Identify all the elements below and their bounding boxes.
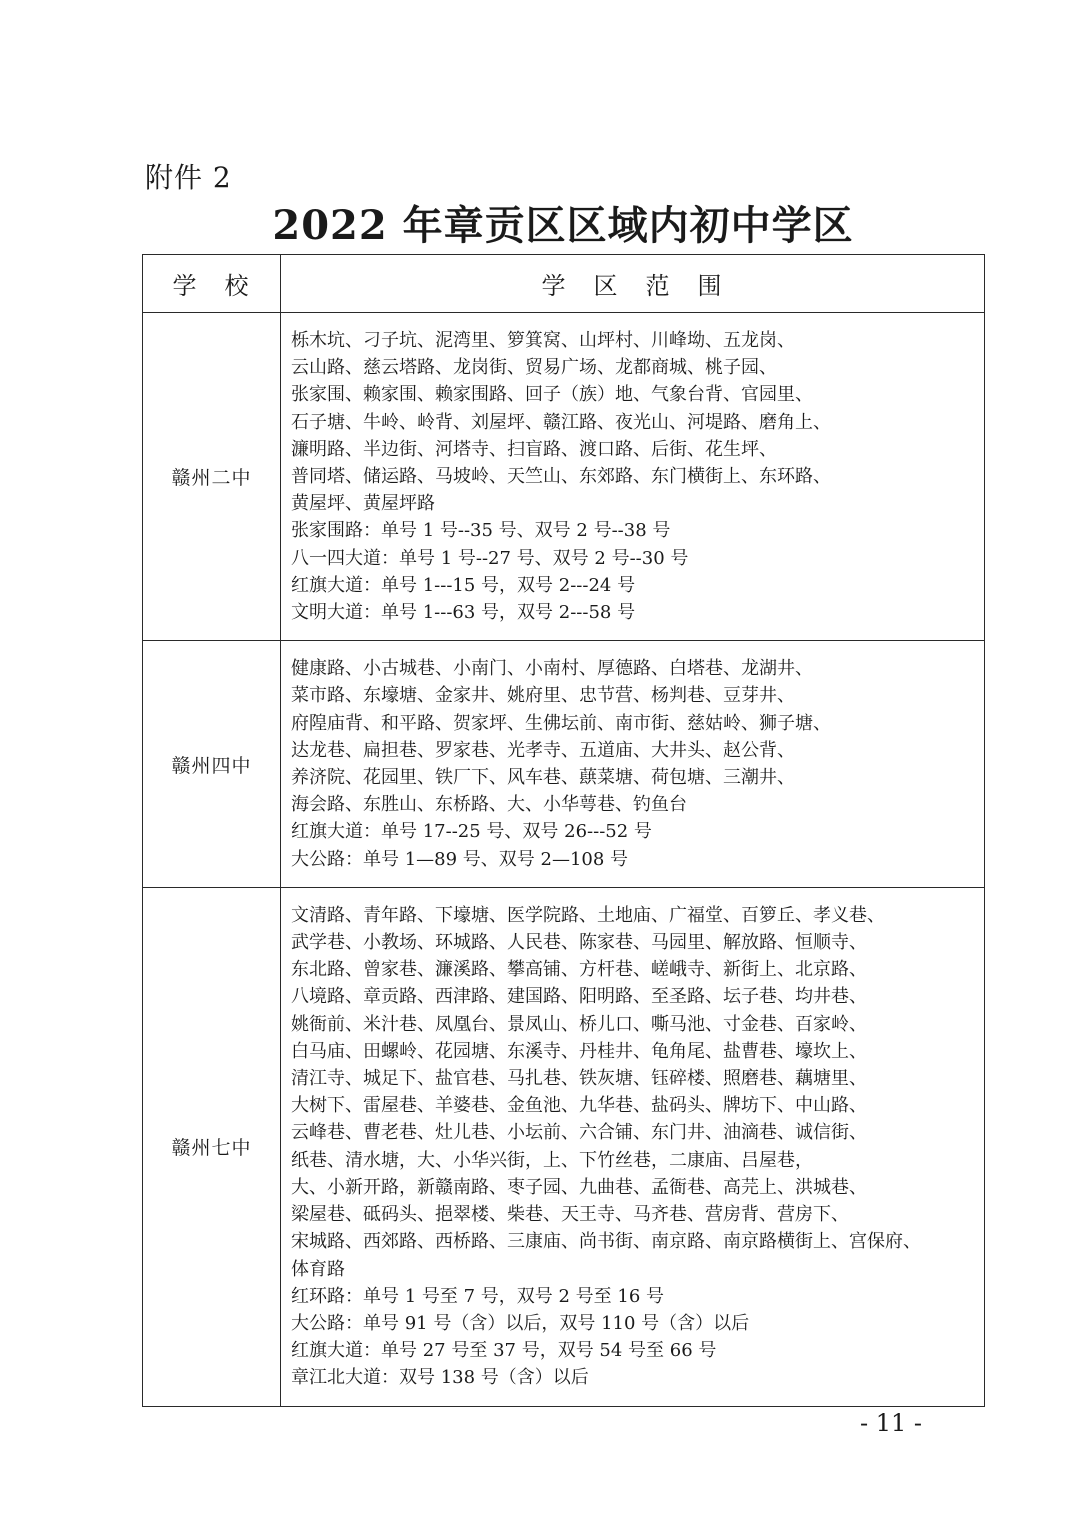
district-range-line: 红旗大道：单号 17--25 号、双号 26---52 号	[291, 821, 652, 843]
district-range-line: 黄屋坪、黄屋坪路	[291, 493, 435, 515]
district-range-line: 大公路：单号 1—89 号、双号 2—108 号	[291, 848, 629, 870]
page-number: - 11 -	[860, 1409, 923, 1437]
district-range-line: 宋城路、西郊路、西桥路、三康庙、尚书街、南京路、南京路横街上、宫保府、	[291, 1231, 921, 1253]
attachment-label: 附件 2	[145, 161, 232, 194]
district-range-line: 养济院、花园里、铁厂下、风车巷、蕻菜塘、荷包塘、三潮井、	[291, 767, 795, 789]
district-range-line: 健康路、小古城巷、小南门、小南村、厚德路、白塔巷、龙湖井、	[291, 658, 813, 680]
district-range-line: 濂明路、半边街、河塔寺、扫盲路、渡口路、后街、花生坪、	[291, 438, 777, 460]
district-range-line: 红环路：单号 1 号至 7 号，双号 2 号至 16 号	[291, 1285, 665, 1307]
district-range-line: 八一四大道：单号 1 号--27 号、双号 2 号--30 号	[291, 547, 689, 569]
document-title: 2022 年章贡区区域内初中学区	[272, 202, 854, 249]
school-district-table	[142, 254, 985, 1407]
header-district-range: 学 区 范 围	[281, 255, 985, 313]
table-row	[143, 641, 985, 888]
school-name-cell: 赣州七中	[143, 887, 281, 1406]
district-range-line: 梁屋巷、砥码头、挹翠楼、柴巷、天王寺、马齐巷、营房背、营房下、	[291, 1204, 849, 1226]
district-range-line: 府隍庙背、和平路、贺家坪、生佛坛前、南市街、慈姑岭、狮子塘、	[291, 712, 831, 734]
district-range-line: 大树下、雷屋巷、羊婆巷、金鱼池、九华巷、盐码头、牌坊下、中山路、	[291, 1095, 867, 1117]
district-range-line: 清江寺、城足下、盐官巷、马扎巷、铁灰塘、钰碎楼、照磨巷、藕塘里、	[291, 1068, 867, 1090]
district-range-cell	[281, 641, 985, 888]
district-range-line: 云山路、慈云塔路、龙岗街、贸易广场、龙都商城、桃子园、	[291, 357, 777, 379]
district-range-line: 菜市路、东壕塘、金家井、姚府里、忠节营、杨判巷、豆芽井、	[291, 685, 795, 707]
district-range-line: 纸巷、清水塘，大、小华兴街，上、下竹丝巷，二康庙、吕屋巷，	[291, 1149, 813, 1171]
school-name-cell: 赣州四中	[143, 641, 281, 888]
district-range-line: 白马庙、田螺岭、花园塘、东溪寺、丹桂井、龟角尾、盐曹巷、壕坎上、	[291, 1040, 867, 1062]
district-range-line: 体育路	[291, 1258, 345, 1280]
district-range-line: 普同塔、储运路、马坡岭、天竺山、东郊路、东门横街上、东环路、	[291, 466, 831, 488]
district-range-line: 章江北大道：双号 138 号（含）以后	[291, 1367, 589, 1389]
district-range-line: 武学巷、小教场、环城路、人民巷、陈家巷、马园里、解放路、恒顺寺、	[291, 932, 867, 954]
district-range-line: 红旗大道：单号 27 号至 37 号，双号 54 号至 66 号	[291, 1340, 717, 1362]
district-range-cell	[281, 887, 985, 1406]
district-range-line: 海会路、东胜山、东桥路、大、小华萼巷、钓鱼台	[291, 794, 687, 816]
district-range-line: 石子塘、牛岭、岭背、刘屋坪、赣江路、夜光山、河堤路、磨角上、	[291, 411, 831, 433]
district-range-line: 文清路、青年路、下壕塘、医学院路、土地庙、广福堂、百箩丘、孝义巷、	[291, 904, 885, 926]
header-school: 学 校	[143, 255, 281, 313]
district-range-line: 张家围、赖家围、赖家围路、回子（族）地、气象台背、官园里、	[291, 384, 813, 406]
district-range-line: 大、小新开路，新赣南路、枣子园、九曲巷、孟衙巷、高芫上、洪城巷、	[291, 1176, 867, 1198]
table-row	[143, 313, 985, 641]
district-range-line: 达龙巷、扁担巷、罗家巷、光孝寺、五道庙、大井头、赵公背、	[291, 739, 795, 761]
district-range-line: 大公路：单号 91 号（含）以后，双号 110 号（含）以后	[291, 1312, 750, 1334]
table-header-row	[143, 255, 985, 313]
district-range-line: 红旗大道：单号 1---15 号，双号 2---24 号	[291, 574, 636, 596]
table-body	[143, 313, 985, 1407]
district-range-line: 文明大道：单号 1---63 号，双号 2---58 号	[291, 602, 636, 624]
district-range-line: 栎木坑、刁子坑、泥湾里、箩箕窝、山坪村、川峰坳、五龙岗、	[291, 330, 795, 351]
district-range-line: 姚衙前、米汁巷、凤凰台、景凤山、桥儿口、嘶马池、寸金巷、百家岭、	[291, 1013, 867, 1035]
district-range-line: 云峰巷、曹老巷、灶儿巷、小坛前、六合铺、东门井、油滴巷、诚信街、	[291, 1122, 867, 1144]
district-range-line: 东北路、曾家巷、濂溪路、攀高铺、方杆巷、嵯峨寺、新街上、北京路、	[291, 959, 867, 981]
district-range-cell	[281, 313, 985, 641]
district-range-line: 张家围路：单号 1 号--35 号、双号 2 号--38 号	[291, 520, 671, 542]
district-range-line: 八境路、章贡路、西津路、建国路、阳明路、至圣路、坛子巷、均井巷、	[291, 986, 867, 1008]
table-row	[143, 887, 985, 1406]
school-name-cell: 赣州二中	[143, 313, 281, 641]
